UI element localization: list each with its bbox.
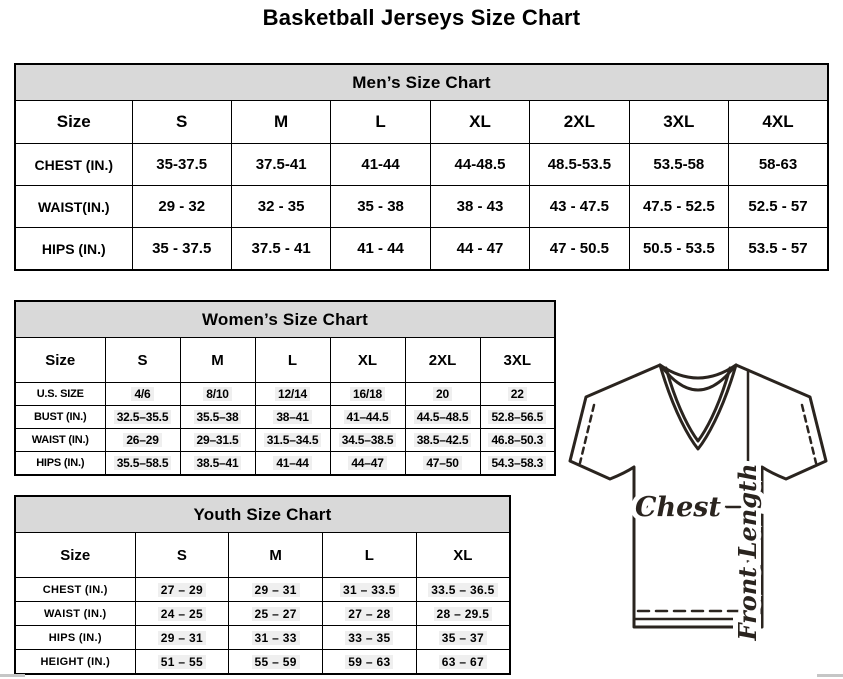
womens-measurement-row: [15, 452, 555, 476]
size-value-cell: 35 - 37.5: [132, 228, 231, 271]
jersey-measurement-diagram: [558, 356, 836, 656]
size-value-cell: 41–44: [255, 452, 330, 476]
size-value-cell: 35 - 38: [331, 186, 430, 228]
size-value-cell: 41–44.5: [330, 406, 405, 429]
size-value-cell: 51 – 55: [135, 650, 229, 675]
row-label: HIPS (IN.): [15, 452, 105, 476]
youth-size-column-m: M: [229, 533, 323, 578]
size-value-cell: 44–47: [330, 452, 405, 476]
size-value-cell: 47–50: [405, 452, 480, 476]
womens-size-table: [14, 300, 556, 476]
womens-size-chart-section: [14, 300, 556, 476]
mens-chart-title: Men’s Size Chart: [15, 64, 828, 101]
size-value-cell: 55 – 59: [229, 650, 323, 675]
row-label: HIPS (IN.): [15, 626, 135, 650]
size-value-cell: 4/6: [105, 383, 180, 406]
size-value-cell: 12/14: [255, 383, 330, 406]
row-label: CHEST (IN.): [15, 578, 135, 602]
womens-corner-size-header: Size: [15, 338, 105, 383]
womens-measurement-row: [15, 406, 555, 429]
size-value-cell: 38–41: [255, 406, 330, 429]
youth-size-column-s: S: [135, 533, 229, 578]
youth-chart-title: Youth Size Chart: [15, 496, 510, 533]
size-value-cell: 52.5 - 57: [729, 186, 828, 228]
size-value-cell: 22: [480, 383, 555, 406]
size-value-cell: 52.8–56.5: [480, 406, 555, 429]
size-value-cell: 16/18: [330, 383, 405, 406]
row-label: WAIST (IN.): [15, 429, 105, 452]
row-label: HEIGHT (IN.): [15, 650, 135, 675]
youth-measurement-row: [15, 602, 510, 626]
youth-size-table: [14, 495, 511, 675]
mens-size-column-l: L: [331, 101, 430, 144]
mens-size-column-3xl: 3XL: [629, 101, 728, 144]
youth-size-column-l: L: [323, 533, 417, 578]
row-label: CHEST (IN.): [15, 144, 132, 186]
size-value-cell: 26–29: [105, 429, 180, 452]
size-value-cell: 27 – 28: [323, 602, 417, 626]
youth-measurement-row: [15, 578, 510, 602]
size-value-cell: 63 – 67: [416, 650, 510, 675]
mens-size-table: [14, 63, 829, 271]
size-value-cell: 33 – 35: [323, 626, 417, 650]
womens-chart-title: Women’s Size Chart: [15, 301, 555, 338]
size-value-cell: 25 – 27: [229, 602, 323, 626]
size-value-cell: 46.8–50.3: [480, 429, 555, 452]
size-value-cell: 35 – 37: [416, 626, 510, 650]
size-value-cell: 37.5 - 41: [231, 228, 330, 271]
size-value-cell: 47 - 50.5: [530, 228, 629, 271]
size-value-cell: 33.5 – 36.5: [416, 578, 510, 602]
size-value-cell: 47.5 - 52.5: [629, 186, 728, 228]
row-label: BUST (IN.): [15, 406, 105, 429]
size-value-cell: 35.5–38: [180, 406, 255, 429]
size-value-cell: 32 - 35: [231, 186, 330, 228]
page-title: Basketball Jerseys Size Chart: [262, 5, 581, 30]
size-value-cell: 29 – 31: [229, 578, 323, 602]
mens-size-column-xl: XL: [430, 101, 529, 144]
size-value-cell: 37.5-41: [231, 144, 330, 186]
size-value-cell: 38.5–42.5: [405, 429, 480, 452]
size-value-cell: 28 – 29.5: [416, 602, 510, 626]
mens-measurement-row: [15, 228, 828, 271]
row-label: WAIST (IN.): [15, 602, 135, 626]
size-value-cell: 43 - 47.5: [530, 186, 629, 228]
womens-size-column-s: S: [105, 338, 180, 383]
mens-size-column-m: M: [231, 101, 330, 144]
size-value-cell: 58-63: [729, 144, 828, 186]
youth-size-column-xl: XL: [416, 533, 510, 578]
youth-measurement-row: [15, 626, 510, 650]
size-value-cell: 29 - 32: [132, 186, 231, 228]
size-value-cell: 38.5–41: [180, 452, 255, 476]
youth-measurement-row: [15, 650, 510, 675]
scrollbar-fragment-left: [0, 674, 25, 677]
size-value-cell: 32.5–35.5: [105, 406, 180, 429]
size-value-cell: 38 - 43: [430, 186, 529, 228]
size-value-cell: 50.5 - 53.5: [629, 228, 728, 271]
row-label: HIPS (IN.): [15, 228, 132, 271]
size-value-cell: 29–31.5: [180, 429, 255, 452]
scrollbar-fragment-right: [817, 674, 843, 677]
youth-size-chart-section: [14, 495, 511, 675]
mens-measurement-row: [15, 186, 828, 228]
size-value-cell: 34.5–38.5: [330, 429, 405, 452]
row-label: U.S. SIZE: [15, 383, 105, 406]
size-value-cell: 59 – 63: [323, 650, 417, 675]
size-value-cell: 31 – 33.5: [323, 578, 417, 602]
size-value-cell: 53.5-58: [629, 144, 728, 186]
size-value-cell: 44.5–48.5: [405, 406, 480, 429]
mens-size-chart-section: [14, 63, 829, 271]
size-value-cell: 20: [405, 383, 480, 406]
size-value-cell: 44 - 47: [430, 228, 529, 271]
size-value-cell: 41-44: [331, 144, 430, 186]
chest-label: Chest: [635, 492, 721, 523]
size-value-cell: 53.5 - 57: [729, 228, 828, 271]
youth-corner-size-header: Size: [15, 533, 135, 578]
size-value-cell: 31 – 33: [229, 626, 323, 650]
womens-size-column-l: L: [255, 338, 330, 383]
size-value-cell: 8/10: [180, 383, 255, 406]
mens-measurement-row: [15, 144, 828, 186]
size-value-cell: 35-37.5: [132, 144, 231, 186]
womens-size-column-xl: XL: [330, 338, 405, 383]
womens-measurement-row: [15, 429, 555, 452]
womens-measurement-row: [15, 383, 555, 406]
front-length-label: Front Length: [733, 463, 762, 641]
mens-size-column-2xl: 2XL: [530, 101, 629, 144]
mens-size-column-s: S: [132, 101, 231, 144]
mens-size-column-4xl: 4XL: [729, 101, 828, 144]
womens-size-column-m: M: [180, 338, 255, 383]
size-value-cell: 44-48.5: [430, 144, 529, 186]
womens-size-column-2xl: 2XL: [405, 338, 480, 383]
size-value-cell: 31.5–34.5: [255, 429, 330, 452]
size-value-cell: 48.5-53.5: [530, 144, 629, 186]
row-label: WAIST(IN.): [15, 186, 132, 228]
size-value-cell: 54.3–58.3: [480, 452, 555, 476]
size-value-cell: 24 – 25: [135, 602, 229, 626]
size-value-cell: 29 – 31: [135, 626, 229, 650]
size-value-cell: 35.5–58.5: [105, 452, 180, 476]
size-value-cell: 41 - 44: [331, 228, 430, 271]
womens-size-column-3xl: 3XL: [480, 338, 555, 383]
size-value-cell: 27 – 29: [135, 578, 229, 602]
mens-corner-size-header: Size: [15, 101, 132, 144]
